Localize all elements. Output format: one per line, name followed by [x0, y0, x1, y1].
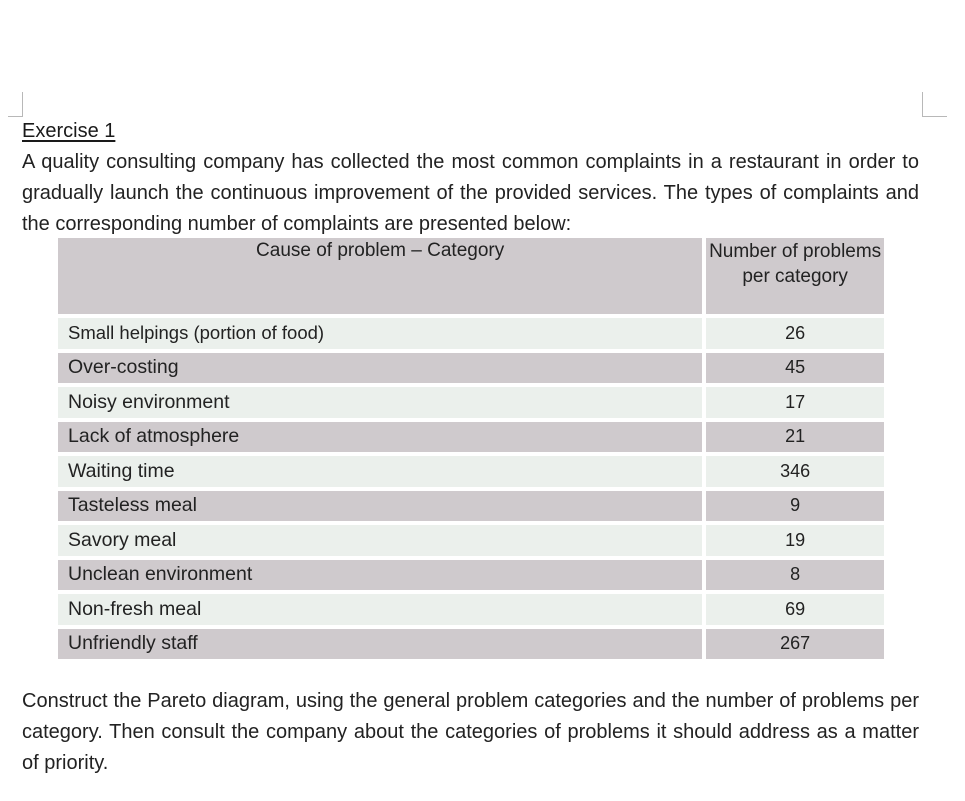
table-row: [58, 387, 884, 418]
count-cell: 17: [706, 387, 884, 418]
cause-cell: Noisy environment: [58, 387, 702, 418]
cause-cell: Small helpings (portion of food): [58, 318, 702, 349]
cause-cell: Non-fresh meal: [58, 594, 702, 625]
cause-cell: Unfriendly staff: [58, 629, 702, 660]
count-cell: 69: [706, 594, 884, 625]
count-cell: 346: [706, 456, 884, 487]
cause-cell: Waiting time: [58, 456, 702, 487]
count-cell: 8: [706, 560, 884, 591]
table-row: [58, 525, 884, 556]
table-row: [58, 353, 884, 384]
cause-cell: Unclean environment: [58, 560, 702, 591]
page-corner-mark-right: [922, 92, 947, 117]
table-row: [58, 560, 884, 591]
table-row: [58, 318, 884, 349]
table-row: [58, 422, 884, 453]
count-cell: 9: [706, 491, 884, 522]
table-row: [58, 594, 884, 625]
exercise-title: Exercise 1: [22, 120, 116, 142]
table-row: [58, 456, 884, 487]
table-row: [58, 491, 884, 522]
count-cell: 21: [706, 422, 884, 453]
cause-cell: Lack of atmosphere: [58, 422, 702, 453]
complaints-table-container: [58, 238, 884, 659]
cause-cell: Tasteless meal: [58, 491, 702, 522]
complaints-table: [54, 234, 888, 663]
task-paragraph: Construct the Pareto diagram, using the general problem categories and the number of problems per category. Then consult the company about the categories of problems it should address as a matter of priority.: [22, 690, 919, 774]
header-count: Number of problems per category: [706, 238, 884, 314]
cause-cell: Over-costing: [58, 353, 702, 384]
count-cell: 267: [706, 629, 884, 660]
page-corner-mark-left: [8, 92, 23, 117]
count-cell: 19: [706, 525, 884, 556]
intro-paragraph: A quality consulting company has collected the most common complaints in a restaurant in order to gradually launch the continuous improvement of the provided services. The types of complaints and the corresponding number of complaints are presented below:: [22, 151, 919, 235]
cause-cell: Savory meal: [58, 525, 702, 556]
count-cell: 45: [706, 353, 884, 384]
header-cause: Cause of problem – Category: [58, 238, 702, 314]
table-header-row: [58, 238, 884, 314]
count-cell: 26: [706, 318, 884, 349]
table-row: [58, 629, 884, 660]
